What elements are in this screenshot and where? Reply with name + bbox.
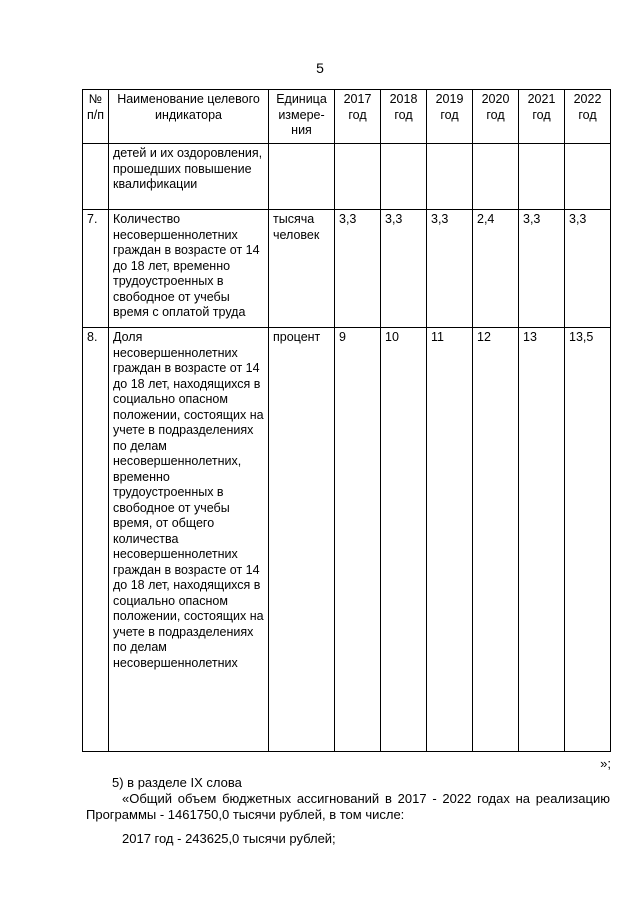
value-2018: 10 bbox=[381, 328, 427, 752]
value-2020 bbox=[473, 144, 519, 210]
value-2021: 13 bbox=[519, 328, 565, 752]
value-2021: 3,3 bbox=[519, 210, 565, 328]
value-2021 bbox=[519, 144, 565, 210]
page-number: 5 bbox=[316, 60, 324, 76]
paragraph-budget-total: «Общий объем бюджетных ассигнований в 2017 - 2022 годах на реализацию Программы - 1461750,0 тысячи рублей, в том числе: bbox=[86, 791, 610, 822]
header-year-2018: 2018 год bbox=[381, 90, 427, 144]
value-2022: 13,5 bbox=[565, 328, 611, 752]
indicator-name: Количество несовершеннолетних граждан в возрасте от 14 до 18 лет, временно трудоустроенных в свободное от учебы время с оплатой труда bbox=[109, 210, 269, 328]
paragraph-2017-amount: 2017 год - 243625,0 тысячи рублей; bbox=[122, 831, 336, 846]
table-header-row bbox=[83, 90, 611, 144]
value-2020: 2,4 bbox=[473, 210, 519, 328]
indicator-unit: тысяча человек bbox=[269, 210, 335, 328]
indicators-table bbox=[82, 89, 611, 752]
paragraph-section-ix: 5) в разделе IX слова bbox=[112, 775, 242, 790]
row-number: 8. bbox=[83, 328, 109, 752]
header-year-2022: 2022 год bbox=[565, 90, 611, 144]
row-number: 7. bbox=[83, 210, 109, 328]
header-name: Наименование целевого индикатора bbox=[109, 90, 269, 144]
value-2022 bbox=[565, 144, 611, 210]
header-num: № п/п bbox=[83, 90, 109, 144]
value-2018: 3,3 bbox=[381, 210, 427, 328]
row-number bbox=[83, 144, 109, 210]
value-2019 bbox=[427, 144, 473, 210]
value-2022: 3,3 bbox=[565, 210, 611, 328]
value-2019: 3,3 bbox=[427, 210, 473, 328]
header-year-2021: 2021 год bbox=[519, 90, 565, 144]
table-row bbox=[83, 210, 611, 328]
indicator-name: Доля несовершеннолетних граждан в возрасте от 14 до 18 лет, находящихся в социально опасном положении, состоящих на учете в подразделениях по делам несовершеннолетних, временно трудоустроенных в свободное от учебы время, от общего количества несовершеннолетних граждан в возрасте от 14 до 18 лет, находящихся в социально опасном положении, состоящих на учете в подразделениях по делам несовершеннолетних bbox=[109, 328, 269, 752]
indicator-name: детей и их оздоровления, прошедших повышение квалификации bbox=[109, 144, 269, 210]
closing-quote: »; bbox=[600, 756, 611, 771]
value-2019: 11 bbox=[427, 328, 473, 752]
header-year-2017: 2017 год bbox=[335, 90, 381, 144]
header-unit: Единица измере-ния bbox=[269, 90, 335, 144]
table-row bbox=[83, 328, 611, 752]
value-2017 bbox=[335, 144, 381, 210]
value-2017: 3,3 bbox=[335, 210, 381, 328]
value-2020: 12 bbox=[473, 328, 519, 752]
value-2018 bbox=[381, 144, 427, 210]
header-year-2020: 2020 год bbox=[473, 90, 519, 144]
header-year-2019: 2019 год bbox=[427, 90, 473, 144]
indicator-unit bbox=[269, 144, 335, 210]
indicator-unit: процент bbox=[269, 328, 335, 752]
value-2017: 9 bbox=[335, 328, 381, 752]
table-row bbox=[83, 144, 611, 210]
